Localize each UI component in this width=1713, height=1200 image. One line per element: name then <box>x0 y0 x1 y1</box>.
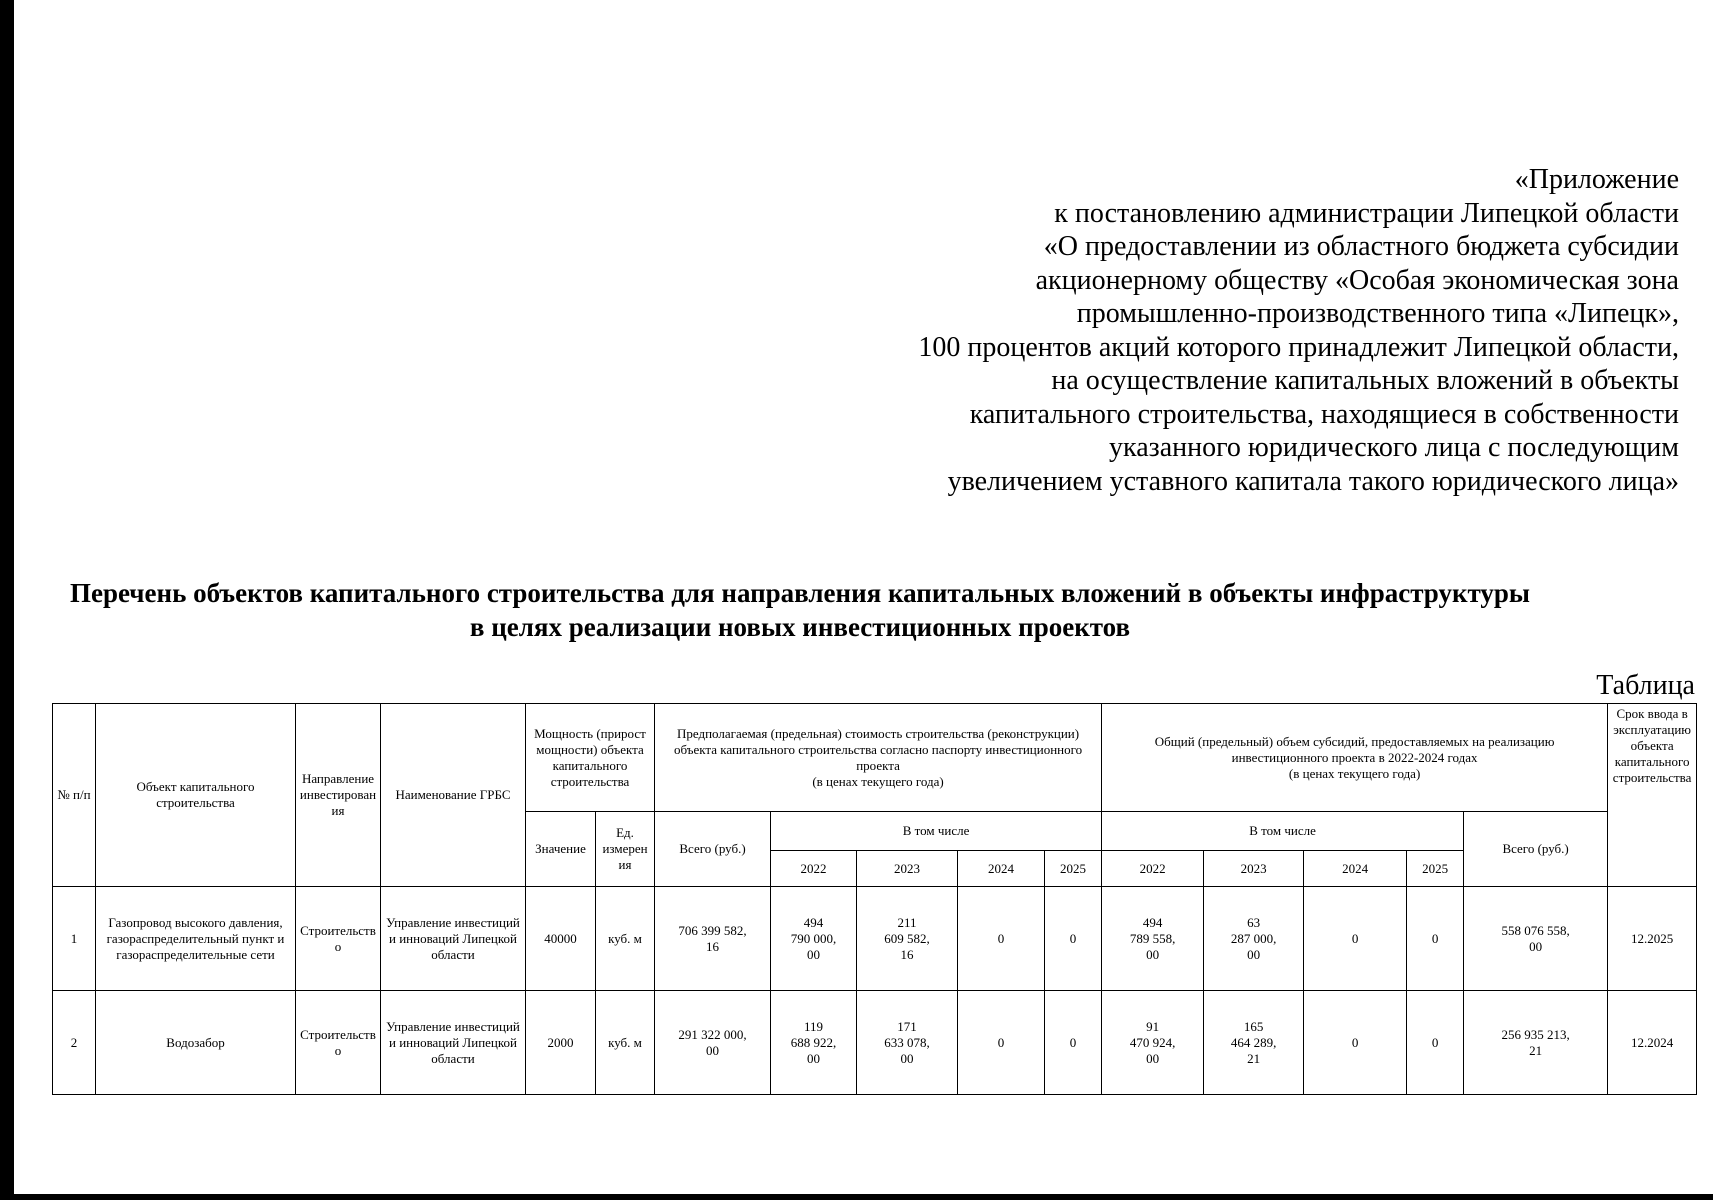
header-cost-year: 2024 <box>958 851 1045 887</box>
cell-cost-2022: 494 790 000, 00 <box>771 887 857 991</box>
document-title-line1: Перечень объектов капитального строительства для направления капитальных вложений в объекты инфраструктуры <box>69 578 1531 608</box>
appendix-line: увеличением уставного капитала такого юридического лица» <box>947 465 1679 497</box>
header-subsidy-year: 2024 <box>1304 851 1407 887</box>
cell-cost-2023: 171 633 078, 00 <box>857 991 958 1095</box>
header-subsidy-year: 2022 <box>1102 851 1204 887</box>
cell-subsidy-2022: 91 470 924, 00 <box>1102 991 1204 1095</box>
header-capacity: Мощность (прирост мощности) объекта капитального строительства <box>526 704 655 812</box>
scan-bottom-edge <box>0 1194 1713 1200</box>
cell-object: Газопровод высокого давления, газораспределительный пункт и газораспределительные сети <box>96 887 296 991</box>
appendix-line: промышленно-производственного типа «Липецк», <box>1076 298 1679 329</box>
cell-cost-2024: 0 <box>958 887 1045 991</box>
table-header-row <box>53 704 1697 812</box>
document-title <box>50 576 1550 644</box>
header-cost-year: 2023 <box>857 851 958 887</box>
cell-deadline: 12.2024 <box>1608 991 1697 1095</box>
cell-grbs: Управление инвестиций и инноваций Липецкой области <box>381 887 526 991</box>
header-subsidy: Общий (предельный) объем субсидий, предоставляемых на реализацию инвестиционного проекта в 2022-2024 годах (в ценах текущего года) <box>1102 704 1608 812</box>
cell-subsidy-2024: 0 <box>1304 887 1407 991</box>
cell-direction: Строительство <box>296 887 381 991</box>
cell-cost-total: 291 322 000, 00 <box>655 991 771 1095</box>
appendix-line: капитального строительства, находящиеся в собственности <box>969 398 1679 430</box>
cell-cost-total: 706 399 582, 16 <box>655 887 771 991</box>
cell-subsidy-2025: 0 <box>1407 887 1464 991</box>
appendix-line: указанного юридического лица с последующим <box>1109 432 1679 463</box>
appendix-heading <box>779 163 1679 498</box>
header-cost-year: 2025 <box>1045 851 1102 887</box>
header-grbs: Наименование ГРБС <box>381 704 526 887</box>
header-capacity-value: Значение <box>526 812 596 887</box>
cell-num: 1 <box>53 887 96 991</box>
cell-capacity-value: 40000 <box>526 887 596 991</box>
scan-left-edge <box>0 0 14 1200</box>
cell-subsidy-2023: 63 287 000, 00 <box>1204 887 1304 991</box>
table-row <box>53 887 1697 991</box>
cell-capacity-unit: куб. м <box>596 991 655 1095</box>
cell-direction: Строительство <box>296 991 381 1095</box>
document-title-line2: в целях реализации новых инвестиционных проектов <box>469 612 1131 642</box>
cell-cost-2025: 0 <box>1045 991 1102 1095</box>
header-subsidy-year: 2025 <box>1407 851 1464 887</box>
appendix-line: на осуществление капитальных вложений в объекты <box>1051 365 1679 396</box>
objects-table <box>52 703 1697 1095</box>
cell-cost-2024: 0 <box>958 991 1045 1095</box>
cell-capacity-value: 2000 <box>526 991 596 1095</box>
header-subsidy-total: Всего (руб.) <box>1464 812 1608 887</box>
cell-cost-2023: 211 609 582, 16 <box>857 887 958 991</box>
header-capacity-unit: Ед. измерения <box>596 812 655 887</box>
header-cost-total: Всего (руб.) <box>655 812 771 887</box>
cell-subsidy-2022: 494 789 558, 00 <box>1102 887 1204 991</box>
appendix-line: «Приложение <box>1514 164 1679 195</box>
header-object: Объект капитального строительства <box>96 704 296 887</box>
header-cost-including: В том числе <box>771 812 1102 851</box>
header-cost: Предполагаемая (предельная) стоимость строительства (реконструкции) объекта капитального строительства согласно паспорту инвестиционного проекта (в ценах текущего года) <box>655 704 1102 812</box>
appendix-line: к постановлению администрации Липецкой области <box>1054 197 1679 229</box>
cell-subsidy-2023: 165 464 289, 21 <box>1204 991 1304 1095</box>
cell-cost-2025: 0 <box>1045 887 1102 991</box>
cell-cost-2022: 119 688 922, 00 <box>771 991 857 1095</box>
cell-subsidy-2025: 0 <box>1407 991 1464 1095</box>
table-row <box>53 991 1697 1095</box>
header-num: № п/п <box>53 704 96 887</box>
cell-subsidy-total: 256 935 213, 21 <box>1464 991 1608 1095</box>
cell-deadline: 12.2025 <box>1608 887 1697 991</box>
appendix-line: 100 процентов акций которого принадлежит Липецкой области, <box>918 331 1679 363</box>
table-caption: Таблица <box>1596 670 1695 701</box>
cell-capacity-unit: куб. м <box>596 887 655 991</box>
cell-subsidy-2024: 0 <box>1304 991 1407 1095</box>
cell-object: Водозабор <box>96 991 296 1095</box>
cell-subsidy-total: 558 076 558, 00 <box>1464 887 1608 991</box>
header-cost-year: 2022 <box>771 851 857 887</box>
appendix-line: «О предоставлении из областного бюджета субсидии <box>1043 231 1679 262</box>
header-direction: Направление инвестирования <box>296 704 381 887</box>
header-subsidy-year: 2023 <box>1204 851 1304 887</box>
header-subsidy-including: В том числе <box>1102 812 1464 851</box>
header-deadline: Срок ввода в эксплуатацию объекта капитального строительства <box>1608 704 1697 887</box>
appendix-line: акционерному обществу «Особая экономическая зона <box>1035 264 1679 296</box>
cell-grbs: Управление инвестиций и инноваций Липецкой области <box>381 991 526 1095</box>
cell-num: 2 <box>53 991 96 1095</box>
